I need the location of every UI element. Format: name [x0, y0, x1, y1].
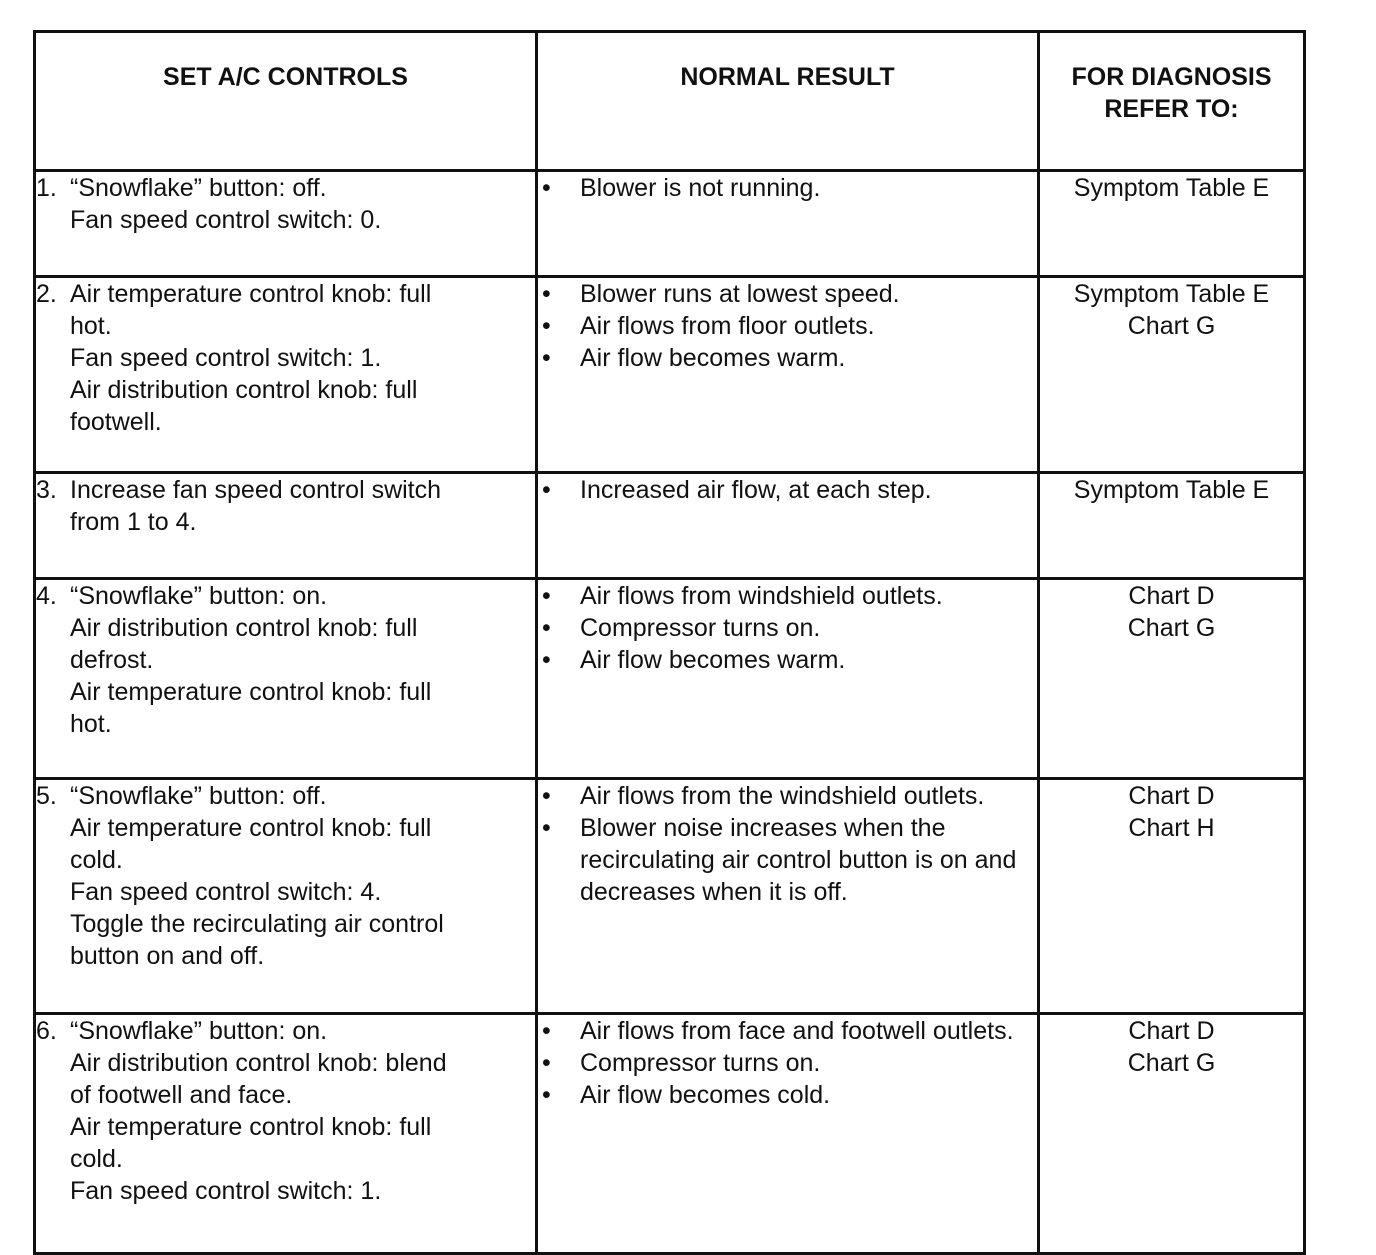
- table-row: [35, 579, 1305, 779]
- control-line: Fan speed control switch: 0.: [70, 206, 382, 234]
- result-text: Air flows from face and footwell outlets.: [580, 1017, 1014, 1045]
- control-line: Air temperature control knob: full: [70, 814, 432, 842]
- result-cell: [537, 1014, 1039, 1254]
- result-text: Blower runs at lowest speed.: [580, 280, 900, 308]
- control-line: hot.: [70, 710, 112, 738]
- control-line: of footwell and face.: [70, 1081, 293, 1109]
- diagnosis-table: [33, 30, 1306, 1255]
- step-number: 4.: [36, 582, 57, 610]
- control-line: Air distribution control knob: full: [70, 614, 418, 642]
- controls-cell: [35, 579, 537, 779]
- control-line: Air temperature control knob: full: [70, 280, 432, 308]
- control-line: from 1 to 4.: [70, 508, 197, 536]
- table-row: [35, 277, 1305, 473]
- control-line: Air distribution control knob: full: [70, 376, 418, 404]
- bullet-icon: •: [542, 344, 551, 372]
- header-diagnosis: [1039, 32, 1305, 171]
- result-text: Blower is not running.: [580, 174, 821, 202]
- header-controls: SET A/C CONTROLS: [35, 32, 537, 171]
- refer-cell: [1039, 779, 1305, 1014]
- refer-line: Symptom Table E: [1073, 174, 1270, 202]
- result-item: [538, 612, 1037, 644]
- result-text: Air flow becomes warm.: [580, 646, 846, 674]
- table-row: [35, 171, 1305, 277]
- bullet-icon: •: [542, 476, 551, 504]
- bullet-icon: •: [542, 312, 551, 340]
- result-item: [538, 342, 1037, 374]
- result-item: [538, 644, 1037, 676]
- header-diagnosis-line: FOR DIAGNOSIS: [1071, 63, 1272, 91]
- result-item: [538, 310, 1037, 342]
- control-line: Increase fan speed control switch: [70, 476, 442, 504]
- refer-line: Chart D: [1128, 582, 1215, 610]
- table-body: [35, 171, 1305, 1254]
- result-cell: [537, 473, 1039, 579]
- table-row: [35, 1014, 1305, 1254]
- control-line: “Snowflake” button: on.: [70, 582, 328, 610]
- refer-line: Symptom Table E: [1073, 280, 1270, 308]
- result-text: Blower noise increases when the recirculating air control button is on and decreases when it is off.: [580, 814, 1017, 906]
- bullet-icon: •: [542, 614, 551, 642]
- control-line: footwell.: [70, 408, 162, 436]
- header-row: [35, 32, 1305, 171]
- refer-line: Chart G: [1127, 1049, 1216, 1077]
- result-item: [538, 580, 1037, 612]
- result-item: [538, 278, 1037, 310]
- result-text: Air flows from windshield outlets.: [580, 582, 943, 610]
- bullet-icon: •: [542, 646, 551, 674]
- result-text: Compressor turns on.: [580, 614, 821, 642]
- control-line: hot.: [70, 312, 112, 340]
- result-item: [538, 812, 1037, 908]
- control-line: “Snowflake” button: off.: [70, 782, 327, 810]
- refer-cell: [1039, 473, 1305, 579]
- table-row: [35, 779, 1305, 1014]
- control-line: “Snowflake” button: off.: [70, 174, 327, 202]
- result-item: [538, 1047, 1037, 1079]
- refer-cell: [1039, 579, 1305, 779]
- result-text: Air flows from the windshield outlets.: [580, 782, 985, 810]
- control-line: button on and off.: [70, 942, 265, 970]
- control-line: Fan speed control switch: 4.: [70, 878, 382, 906]
- step-number: 5.: [36, 782, 57, 810]
- step-number: 2.: [36, 280, 57, 308]
- result-cell: [537, 171, 1039, 277]
- result-text: Air flow becomes cold.: [580, 1081, 831, 1109]
- step-number: 1.: [36, 174, 57, 202]
- refer-line: Chart G: [1127, 614, 1216, 642]
- bullet-icon: •: [542, 1017, 551, 1045]
- result-text: Air flows from floor outlets.: [580, 312, 875, 340]
- step-number: 6.: [36, 1017, 57, 1045]
- result-cell: [537, 277, 1039, 473]
- bullet-icon: •: [542, 1081, 551, 1109]
- refer-cell: [1039, 171, 1305, 277]
- control-line: Air distribution control knob: blend: [70, 1049, 447, 1077]
- refer-line: Symptom Table E: [1073, 476, 1270, 504]
- refer-line: Chart G: [1127, 312, 1216, 340]
- control-line: cold.: [70, 1145, 123, 1173]
- header-diagnosis-line: REFER TO:: [1104, 95, 1239, 123]
- result-cell: [537, 779, 1039, 1014]
- refer-line: Chart H: [1128, 814, 1215, 842]
- refer-cell: [1039, 277, 1305, 473]
- bullet-icon: •: [542, 1049, 551, 1077]
- result-item: [538, 1015, 1037, 1047]
- control-line: defrost.: [70, 646, 154, 674]
- controls-cell: [35, 277, 537, 473]
- result-item: [538, 474, 1037, 506]
- controls-cell: [35, 171, 537, 277]
- control-line: Air temperature control knob: full: [70, 678, 432, 706]
- bullet-icon: •: [542, 782, 551, 810]
- bullet-icon: •: [542, 280, 551, 308]
- control-line: cold.: [70, 846, 123, 874]
- control-line: Air temperature control knob: full: [70, 1113, 432, 1141]
- control-line: Fan speed control switch: 1.: [70, 1177, 382, 1205]
- refer-cell: [1039, 1014, 1305, 1254]
- result-item: [538, 172, 1037, 204]
- table-row: [35, 473, 1305, 579]
- result-text: Compressor turns on.: [580, 1049, 821, 1077]
- controls-cell: [35, 473, 537, 579]
- control-line: “Snowflake” button: on.: [70, 1017, 328, 1045]
- control-line: Toggle the recirculating air control: [70, 910, 444, 938]
- bullet-icon: •: [542, 582, 551, 610]
- bullet-icon: •: [542, 174, 551, 202]
- controls-cell: [35, 1014, 537, 1254]
- bullet-icon: •: [542, 814, 551, 842]
- header-result: NORMAL RESULT: [537, 32, 1039, 171]
- refer-line: Chart D: [1128, 1017, 1215, 1045]
- controls-cell: [35, 779, 537, 1014]
- control-line: Fan speed control switch: 1.: [70, 344, 382, 372]
- step-number: 3.: [36, 476, 57, 504]
- result-item: [538, 1079, 1037, 1111]
- result-cell: [537, 579, 1039, 779]
- result-item: [538, 780, 1037, 812]
- result-text: Air flow becomes warm.: [580, 344, 846, 372]
- result-text: Increased air flow, at each step.: [580, 476, 932, 504]
- refer-line: Chart D: [1128, 782, 1215, 810]
